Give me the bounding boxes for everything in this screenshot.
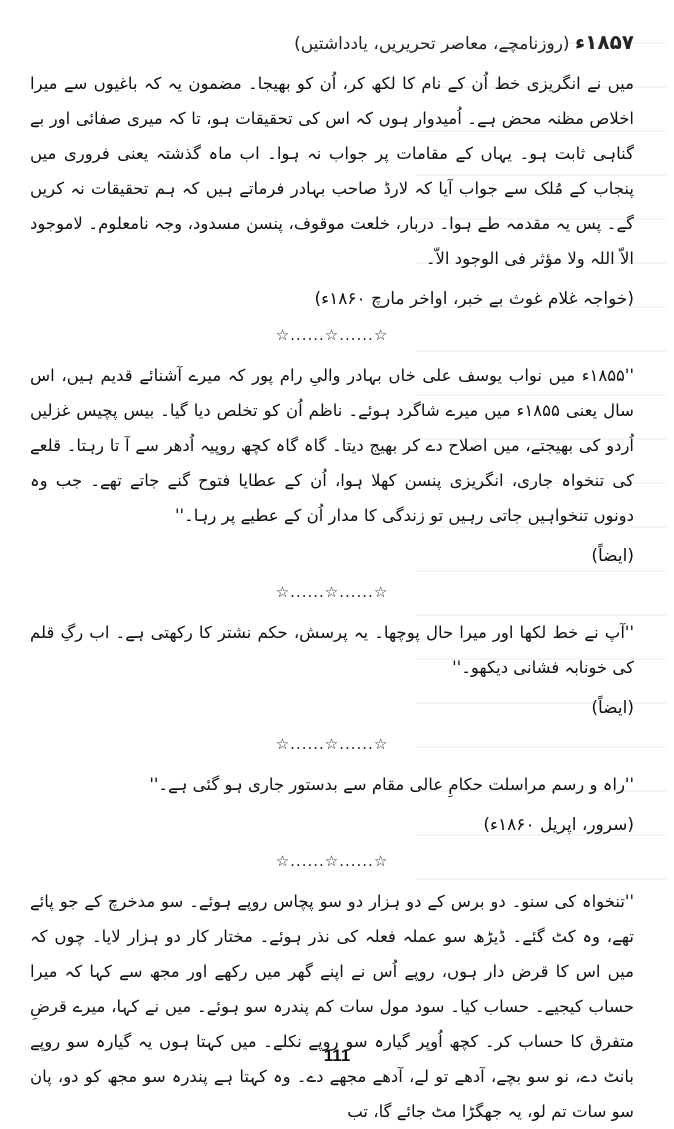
paragraph-2: ''۱۸۵۵ء میں نواب یوسف علی خاں بہادر والیِ رام پور کہ میرے آشنائے قدیم ہیں، اس سال یعنی ۱۸۵۵ء میں میرے شاگرد ہوئے۔ ناظم اُن کو تخلص دیا گیا۔ بیس پچیس غزلیں اُردو کی بھیجتے، میں اصلاح دے کر بھیج دیتا۔ گاہ گاہ کچھ روپیہ اُدھر سے آ تا رہتا۔ قلعے کی تنخواہ جاری، انگریزی پنسن کھلا ہوا، اُن کے عطایا فتوح گنے جاتے تھے۔ جب وہ دونوں تنخواہیں جاتی رہیں تو زندگی کا مدار اُن کے عطیے پر رہا۔'' [30,366,634,525]
paragraph-3: ''آپ نے خط لکھا اور میرا حال پوچھا۔ یہ پرسش، حکم نشتر کا رکھتی ہے۔ اب رگِ قلم کی خونابہ فشانی دیکھو۔'' [30,623,634,677]
citation-1: (خواجہ غلام غوث بے خبر، اواخر مارچ ۱۸۶۰ء) [314,289,634,309]
citation-3: (ایضاً) [591,698,634,718]
citation-4: (سرور، اپریل ۱۸۶۰ء) [483,815,634,835]
star-divider-4: ☆......☆......☆ [275,852,389,870]
header-title: (روزنامچے، معاصر تحریریں، یادداشتیں) [294,34,570,54]
star-divider-1: ☆......☆......☆ [275,326,389,344]
paragraph-5: ''تنخواہ کی سنو۔ دو برس کے دو ہزار دو سو پچاس روپے ہوئے۔ سو مدخرچ کے جو پائے تھے، وہ کٹ گئے۔ ڈیڑھ سو عملہ فعلہ کی نذر ہوئے۔ مختار کار دو ہزار لایا۔ چوں کہ میں اس کا قرض دار ہوں، روپے اُس نے اپنے گھر میں رکھے اور مجھ سے کہا کہ میرا حساب کیجیے۔ حساب کیا۔ سود مول سات کم پندرہ سو ہوئے۔ میں نے کہا، میرے قرضِ متفرق کا حساب کر۔ کچھ اُوپر گیارہ سو روپے نکلے۔ میں کہتا ہوں یہ گیارہ سو روپے بانٹ دے، نو سو بچے، آدھے تو لے، آدھے مجھے دے۔ وہ کہتا ہے پندرہ سو مجھ کو دو، پان سو سات تم لو، یہ جھگڑا مٹ جائے گا، تب [30,892,634,1121]
paragraph-1: میں نے انگریزی خط اُن کے نام کا لکھ کر، اُن کو بھیجا۔ مضمون یہ کہ باغیوں سے میرا اخلاص مظنہ محض ہے۔ اُمیدوار ہوں کہ اس کی تحقیقات ہو، تا کہ میری صفائی اور بے گناہی ثابت ہو۔ یہاں کے مقامات پر جواب نہ ہوا۔ اب ماہ گذشتہ یعنی فروری میں پنجاب کے مُلک سے جواب آیا کہ لارڈ صاحب بہادر فرماتے ہیں کہ ہم تحقیقات نہ کریں گے۔ پس یہ مقدمہ طے ہوا۔ دربار، خلعت موقوف، پنسن مسدود، وجہ نامعلوم۔ لاموجود الاّ اللہ ولا مؤثر فی الوجود الاّ۔ [30,74,634,268]
header-year: ۱۸۵۷ء [574,30,634,54]
star-divider-2: ☆......☆......☆ [275,583,389,601]
paragraph-4: ''راہ و رسم مراسلت حکامِ عالی مقام سے بدستور جاری ہو گئی ہے۔'' [149,775,634,794]
citation-2: (ایضاً) [591,546,634,566]
page-number: 111 [323,1046,351,1065]
star-divider-3: ☆......☆......☆ [275,735,389,753]
running-header [30,28,634,58]
